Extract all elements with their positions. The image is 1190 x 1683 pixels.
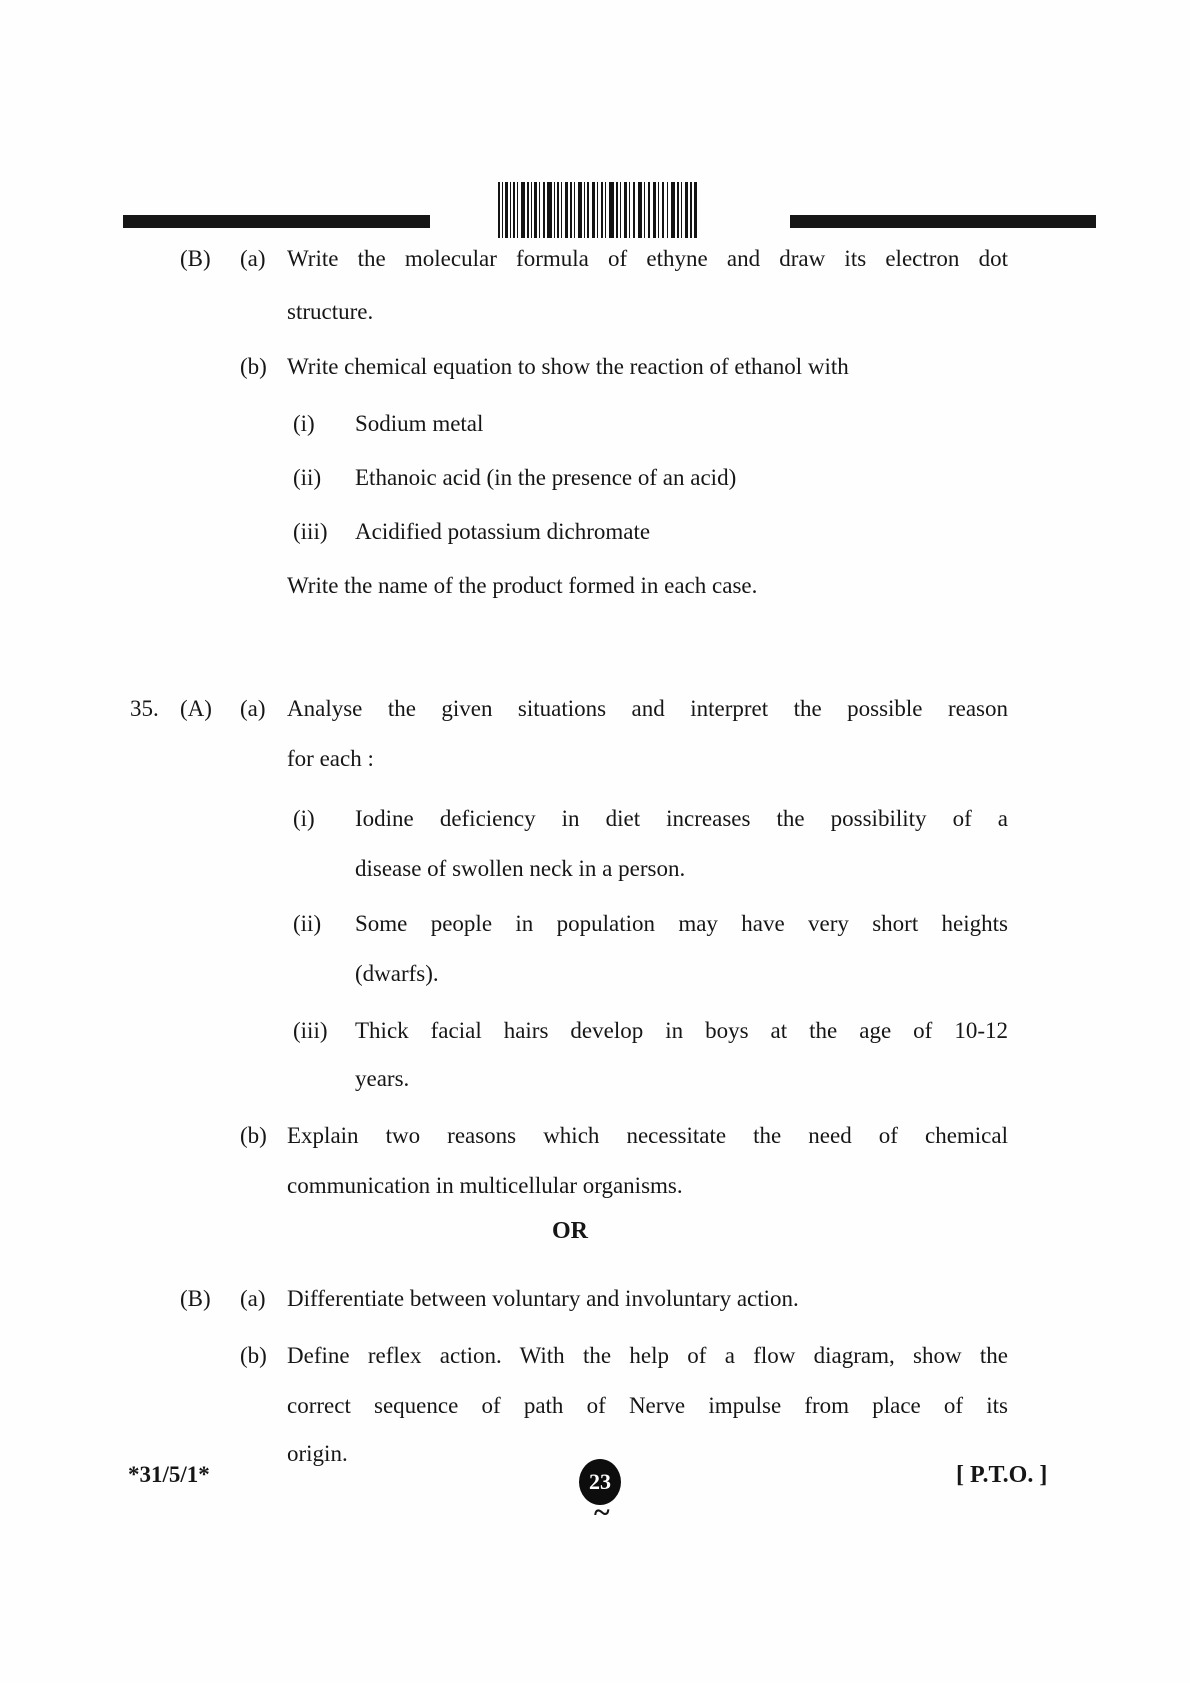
question-text: Write chemical equation to show the reaction of ethanol with bbox=[287, 354, 849, 379]
item-label: (b) bbox=[240, 354, 267, 379]
q34b-b-item1 bbox=[0, 409, 1190, 443]
subitem-text: (dwarfs). bbox=[355, 961, 439, 986]
question-text: Differentiate between voluntary and involuntary action. bbox=[287, 1286, 799, 1311]
subitem-label: (ii) bbox=[293, 911, 322, 936]
subitem-text: disease of swollen neck in a person. bbox=[355, 856, 686, 881]
q35-b-b-line1 bbox=[0, 1341, 1190, 1375]
q35-a-b-line1 bbox=[0, 1121, 1190, 1155]
subitem-text: Iodine deficiency in diet increases the possibility of a bbox=[355, 806, 1008, 831]
subitem-text: years. bbox=[355, 1066, 410, 1091]
question-text: structure. bbox=[287, 299, 374, 324]
q34b-a-line1 bbox=[0, 244, 1190, 278]
q34b-b-item3 bbox=[0, 517, 1190, 551]
or-separator: OR bbox=[552, 1218, 588, 1244]
barcode-icon bbox=[498, 182, 698, 238]
item-label: (b) bbox=[240, 1343, 267, 1368]
question-text: Write the molecular formula of ethyne and draw its electron dot bbox=[287, 246, 1008, 271]
tilde-mark: ~ bbox=[594, 1496, 610, 1529]
subitem-text: Acidified potassium dichromate bbox=[355, 519, 651, 544]
q35-a-a-item3-line1 bbox=[0, 1016, 1190, 1050]
subitem-text: Thick facial hairs develop in boys at the age of 10-12 bbox=[355, 1018, 1008, 1043]
subitem-label: (iii) bbox=[293, 1018, 328, 1043]
item-label: (a) bbox=[240, 696, 266, 721]
subitem-label: (iii) bbox=[293, 519, 328, 544]
q34b-b-outro bbox=[0, 571, 1190, 605]
question-text: correct sequence of path of Nerve impulse from place of its bbox=[287, 1393, 1008, 1418]
question-text: Write the name of the product formed in each case. bbox=[287, 573, 758, 598]
subitem-text: Some people in population may have very short heights bbox=[355, 911, 1008, 936]
question-text: Explain two reasons which necessitate the need of chemical bbox=[287, 1123, 1008, 1148]
paper-code: *31/5/1* bbox=[128, 1462, 210, 1487]
q35-a-a-item2-line2 bbox=[0, 959, 1190, 993]
q35-b-b-line2 bbox=[0, 1391, 1190, 1425]
q35-a-a-item3-line2 bbox=[0, 1064, 1190, 1098]
question-text: origin. bbox=[287, 1441, 348, 1466]
item-label: (a) bbox=[240, 246, 266, 271]
part-label: (B) bbox=[180, 246, 211, 271]
question-text: for each : bbox=[287, 746, 374, 771]
subitem-text: Sodium metal bbox=[355, 411, 484, 436]
q35-a-a-line1 bbox=[0, 694, 1190, 728]
subitem-label: (i) bbox=[293, 411, 315, 436]
question-text: Analyse the given situations and interpret the possible reason bbox=[287, 696, 1008, 721]
q34b-a-line2 bbox=[0, 297, 1190, 331]
page-number: 23 bbox=[589, 1469, 611, 1494]
q35-a-a-item1-line1 bbox=[0, 804, 1190, 838]
question-number: 35. bbox=[130, 696, 159, 721]
subitem-label: (ii) bbox=[293, 465, 322, 490]
subitem-text: Ethanoic acid (in the presence of an acid) bbox=[355, 465, 737, 490]
item-label: (b) bbox=[240, 1123, 267, 1148]
q35-b-a-line1 bbox=[0, 1284, 1190, 1318]
pto-label: [ P.T.O. ] bbox=[956, 1462, 1048, 1488]
part-label: (A) bbox=[180, 696, 212, 721]
q34b-b-item2 bbox=[0, 463, 1190, 497]
subitem-label: (i) bbox=[293, 806, 315, 831]
q35-a-a-item1-line2 bbox=[0, 854, 1190, 888]
question-text: communication in multicellular organisms. bbox=[287, 1173, 683, 1198]
question-text: Define reflex action. With the help of a flow diagram, show the bbox=[287, 1343, 1008, 1368]
q35-a-a-line2 bbox=[0, 744, 1190, 778]
item-label: (a) bbox=[240, 1286, 266, 1311]
left-rule bbox=[123, 215, 430, 228]
part-label: (B) bbox=[180, 1286, 211, 1311]
right-rule bbox=[790, 215, 1096, 228]
q34b-b-intro bbox=[0, 352, 1190, 386]
q35-a-b-line2 bbox=[0, 1171, 1190, 1205]
q35-a-a-item2-line1 bbox=[0, 909, 1190, 943]
